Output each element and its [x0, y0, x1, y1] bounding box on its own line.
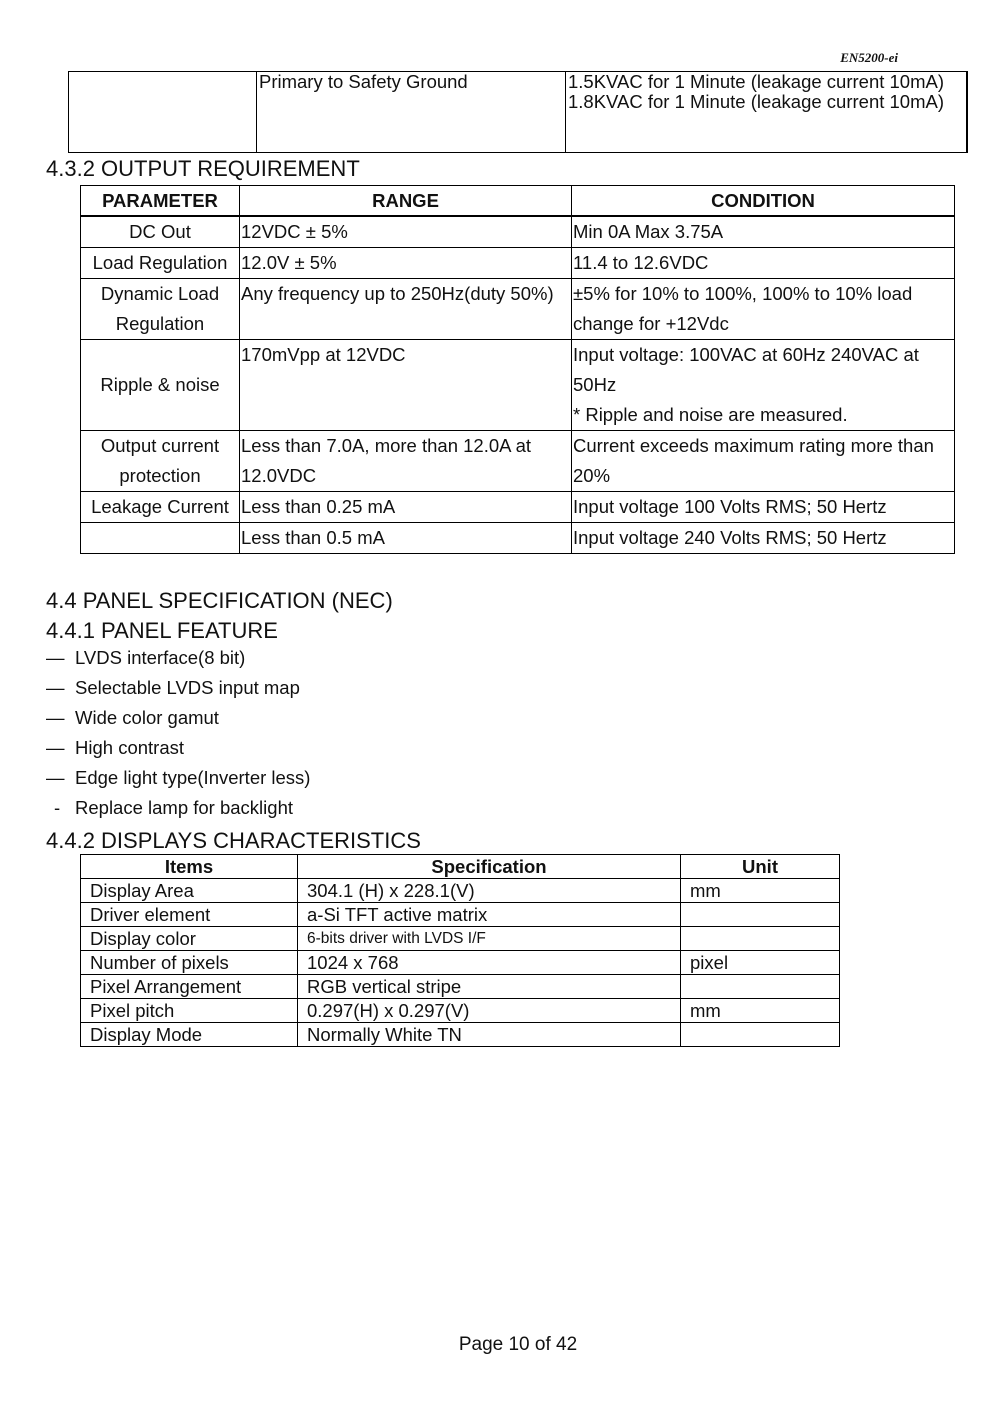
spec-cell: Normally White TN [298, 1023, 681, 1047]
table-row [81, 975, 840, 999]
table-row [81, 248, 955, 279]
range-cell: 12.0V ± 5% [240, 248, 572, 279]
hipot-line-2: 1.8KVAC for 1 Minute (leakage current 10mA) [568, 91, 944, 112]
unit-cell [681, 927, 840, 951]
param-cell: Output current protection [81, 431, 240, 492]
col-header-parameter: PARAMETER [81, 186, 240, 217]
table-row [81, 927, 840, 951]
param-cell: Load Regulation [81, 248, 240, 279]
table-header-row [81, 855, 840, 879]
table-row [81, 340, 955, 431]
col-header-unit: Unit [681, 855, 840, 879]
item-cell: Pixel pitch [81, 999, 298, 1023]
unit-cell [681, 975, 840, 999]
panel-spec-heading: 4.4 PANEL SPECIFICATION (NEC) [46, 588, 393, 613]
list-item [46, 733, 184, 763]
range-cell: Less than 0.25 mA [240, 492, 572, 523]
empty-cell [69, 72, 257, 153]
table-row [81, 523, 955, 554]
unit-cell: mm [681, 879, 840, 903]
list-item [46, 793, 293, 823]
display-characteristics-heading: 4.4.2 DISPLAYS CHARACTERISTICS [46, 828, 421, 853]
range-cell: Less than 7.0A, more than 12.0A at 12.0VDC [240, 431, 572, 492]
param-cell: Dynamic Load Regulation [81, 279, 240, 340]
col-header-range: RANGE [240, 186, 572, 217]
dash-bullet: — [46, 737, 65, 758]
dash-bullet: - [54, 797, 61, 818]
display-characteristics-table [80, 854, 840, 1047]
unit-cell: mm [681, 999, 840, 1023]
safety-ground-table [68, 71, 968, 153]
table-row [69, 72, 968, 153]
condition-cell: Min 0A Max 3.75A [572, 216, 955, 248]
feature-text: Replace lamp for backlight [75, 797, 293, 818]
unit-cell [681, 903, 840, 927]
table-row [81, 1023, 840, 1047]
range-cell: 12VDC ± 5% [240, 216, 572, 248]
condition-cell: Input voltage 100 Volts RMS; 50 Hertz [572, 492, 955, 523]
range-cell: 170mVpp at 12VDC [240, 340, 572, 431]
condition-note: * Ripple and noise are measured. [573, 404, 848, 425]
unit-cell: pixel [681, 951, 840, 975]
dash-bullet: — [46, 767, 65, 788]
item-cell: Number of pixels [81, 951, 298, 975]
page-number: Page 10 of 42 [458, 1334, 578, 1355]
condition-cell: ±5% for 10% to 100%, 100% to 10% load change for +12Vdc [572, 279, 955, 340]
item-cell: Driver element [81, 903, 298, 927]
param-cell [81, 523, 240, 554]
spec-cell: 6-bits driver with LVDS I/F [298, 927, 681, 951]
condition-text: Input voltage: 100VAC at 60Hz 240VAC at 50Hz [573, 344, 919, 395]
col-header-specification: Specification [298, 855, 681, 879]
table-row [81, 431, 955, 492]
feature-text: Edge light type(Inverter less) [75, 767, 311, 788]
panel-feature-heading: 4.4.1 PANEL FEATURE [46, 618, 278, 643]
hipot-line-1: 1.5KVAC for 1 Minute (leakage current 10mA) [568, 71, 944, 92]
item-cell: Display Area [81, 879, 298, 903]
table-row [81, 879, 840, 903]
feature-text: LVDS interface(8 bit) [75, 647, 246, 668]
test-point-cell: Primary to Safety Ground [257, 72, 566, 153]
list-item [46, 643, 245, 673]
param-cell: Leakage Current [81, 492, 240, 523]
table-row [81, 951, 840, 975]
list-item [46, 763, 310, 793]
feature-text: High contrast [75, 737, 184, 758]
col-header-items: Items [81, 855, 298, 879]
dash-bullet: — [46, 707, 65, 728]
condition-cell: Current exceeds maximum rating more than 20% [572, 431, 955, 492]
condition-cell [572, 340, 955, 431]
range-cell: Less than 0.5 mA [240, 523, 572, 554]
list-item [46, 673, 300, 703]
table-row [81, 903, 840, 927]
table-row [81, 216, 955, 248]
output-requirement-table [80, 185, 955, 554]
document-code: EN5200-ei [840, 50, 898, 65]
item-cell: Display color [81, 927, 298, 951]
table-row [81, 279, 955, 340]
table-row [81, 492, 955, 523]
table-row [81, 999, 840, 1023]
item-cell: Pixel Arrangement [81, 975, 298, 999]
item-cell: Display Mode [81, 1023, 298, 1047]
output-requirement-heading: 4.3.2 OUTPUT REQUIREMENT [46, 156, 360, 181]
spec-cell: 0.297(H) x 0.297(V) [298, 999, 681, 1023]
condition-cell: 11.4 to 12.6VDC [572, 248, 955, 279]
list-item [46, 703, 219, 733]
spec-cell: 304.1 (H) x 228.1(V) [298, 879, 681, 903]
param-cell: Ripple & noise [81, 340, 240, 431]
dash-bullet: — [46, 677, 65, 698]
feature-text: Wide color gamut [75, 707, 219, 728]
feature-text: Selectable LVDS input map [75, 677, 300, 698]
dash-bullet: — [46, 647, 65, 668]
unit-cell [681, 1023, 840, 1047]
condition-cell: Input voltage 240 Volts RMS; 50 Hertz [572, 523, 955, 554]
hipot-spec-cell [566, 72, 968, 153]
col-header-condition: CONDITION [572, 186, 955, 217]
table-header-row [81, 186, 955, 217]
range-cell: Any frequency up to 250Hz(duty 50%) [240, 279, 572, 340]
spec-cell: 1024 x 768 [298, 951, 681, 975]
param-cell: DC Out [81, 216, 240, 248]
spec-cell: a-Si TFT active matrix [298, 903, 681, 927]
spec-cell: RGB vertical stripe [298, 975, 681, 999]
